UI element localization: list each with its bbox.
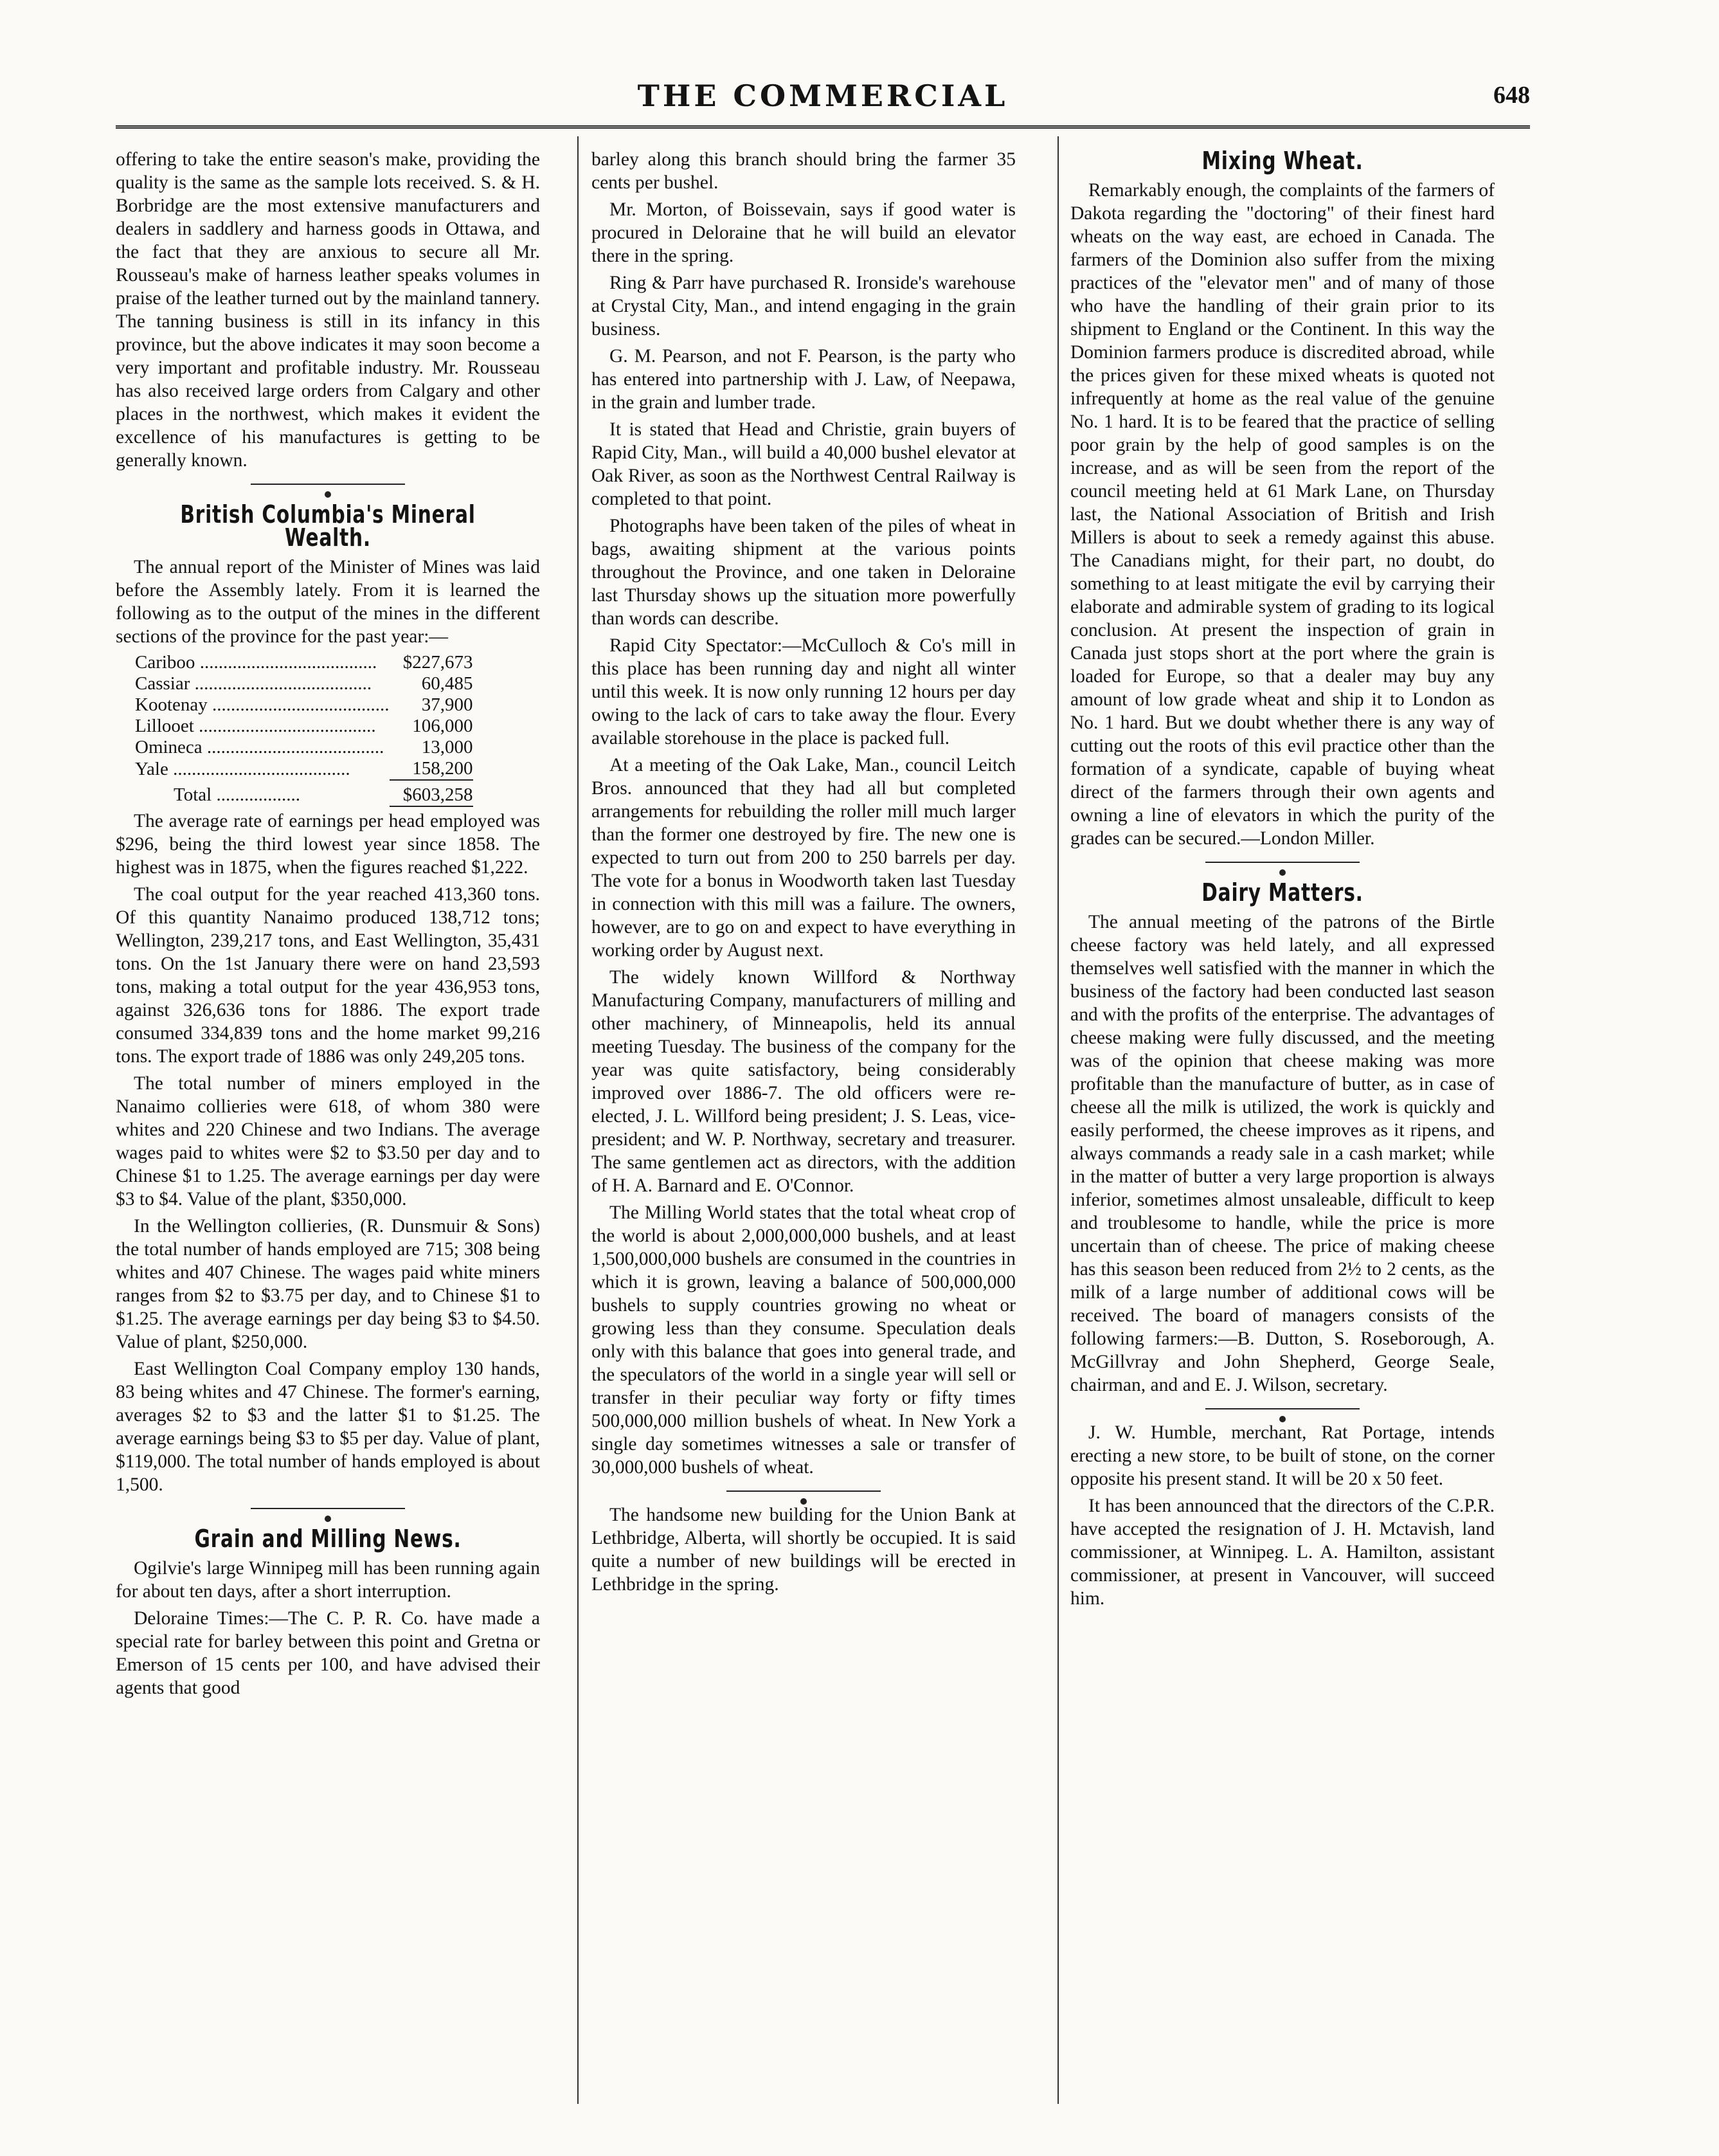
separator-ornament: [116, 1503, 540, 1513]
paragraph: G. M. Pearson, and not F. Pearson, is the party who has entered into partnership with J. Law, of Neepawa, in the grain and lumber trade.: [591, 346, 1016, 413]
mine-value: $227,673: [402, 652, 473, 673]
mine-value: 60,485: [421, 673, 473, 694]
mine-district: Omineca ......................................: [135, 737, 384, 757]
mine-value: 37,900: [421, 694, 473, 715]
paragraph: The coal output for the year reached 413,360 tons. Of this quantity Nanaimo produced 138,712 tons; Wellington, 239,217 tons, and East Wellington, 35,431 tons. On the 1st January there were on hand 23,593 tons, making a total output for the year 436,953 tons, against 326,636 tons for 1886. The export trade consumed 334,839 tons and the home market 99,216 tons. The export trade of 1886 was only 249,205 tons.: [116, 884, 540, 1067]
column-rule-2: [1058, 136, 1059, 2104]
paragraph: At a meeting of the Oak Lake, Man., council Leitch Bros. announced that they had all but completed arrangements for rebuilding the roller mill much larger than the former one destroyed by fire. The new one is expected to turn out from 200 to 250 barrels per day. The vote for a bonus in Woodworth taken last Tuesday in connection with this mill was a failure. The owners, however, are to go on and expect to have everything in working order by August next.: [591, 755, 1016, 961]
mines-total-value: $603,258: [390, 780, 473, 806]
paragraph: In the Wellington collieries, (R. Dunsmuir & Sons) the total number of hands employed are 715; 308 being whites and 407 Chinese. The wages paid white miners ranges from $2 to $3.75 per day, and to Chinese $1 to $1.25. The average earnings per day being $3 to $4.50. Value of plant, $250,000.: [116, 1216, 540, 1352]
paragraph: East Wellington Coal Company employ 130 hands, 83 being whites and 47 Chinese. The former's earning, averages $2 to $3 and the latter $1 to $1.25. The average earnings being $3 to $5 per day. Value of plant, $119,000. The total number of hands employed is about 1,500.: [116, 1359, 540, 1495]
mines-row: [135, 737, 473, 758]
paragraph: Rapid City Spectator:—McCulloch & Co's mill in this place has been running day and night all winter until this week. It is now only running 12 hours per day owing to the lack of cars to take away the flour. Every available storehouse in the place is packed full.: [591, 635, 1016, 748]
mines-row: [135, 758, 473, 780]
column-1: [116, 148, 540, 1703]
paragraph: It has been announced that the directors of the C.P.R. have accepted the resignation of J. H. Mctavish, land commissioner, at Winnipeg. L. A. Hamilton, assistant commissioner, at present in Vancouver, will succeed him.: [1070, 1496, 1495, 1609]
heading-grain-milling-news: Grain and Milling News.: [194, 1525, 462, 1553]
column-2: [591, 148, 1016, 1600]
masthead-rule: [116, 125, 1530, 129]
mine-district: Yale ......................................: [135, 758, 350, 779]
separator-ornament: [591, 1485, 1016, 1496]
masthead-title: THE COMMERCIAL: [637, 78, 1009, 113]
mines-total-row: [135, 780, 473, 806]
column-rule-1: [577, 136, 579, 2104]
mine-value: 158,200: [390, 758, 473, 780]
mines-row: [135, 694, 473, 716]
paragraph: Mr. Morton, of Boissevain, says if good water is procured in Deloraine that he will build an elevator there in the spring.: [591, 199, 1016, 266]
paragraph: J. W. Humble, merchant, Rat Portage, intends erecting a new store, to be built of stone, on the corner opposite his present stand. It will be 20 x 50 feet.: [1070, 1422, 1495, 1489]
mines-total-label: Total ..................: [174, 784, 300, 805]
mines-row: [135, 716, 473, 737]
mine-district: Lillooet ......................................: [135, 716, 376, 736]
separator-ornament: [1070, 856, 1495, 867]
paragraph: The Milling World states that the total wheat crop of the world is about 2,000,000,000 bushels, and at least 1,500,000,000 bushels are consumed in the countries in which it is grown, leaving a balance of 500,000,000 bushels to supply countries growing no wheat or growing less than they consume. Speculation deals only with this balance that goes into general trade, and the speculators of the world in a single year will sell or transfer in their peculiar way forty or fifty times 500,000,000 million bushels of wheat. In New York a single day sometimes witnesses a sale or transfer of 30,000,000 bushels of wheat.: [591, 1202, 1016, 1478]
paragraph: The annual meeting of the patrons of the Birtle cheese factory was held lately, and all expressed themselves well satisfied with the manner in which the business of the factory had been conducted last season and with the profits of the enterprise. The advantages of cheese making were fully discussed, and the meeting was of the opinion that cheese making was more profitable than the manufacture of butter, as in case of cheese all the milk is utilized, the work is quickly and easily performed, the cheese improves as it ripens, and always commands a ready sale in a cash market; while in the matter of butter a very large proportion is always inferior, sometimes almost unsaleable, difficult to keep and troublesome to handle, while the price is more uncertain than of cheese. The price of making cheese has this season been reduced from 2½ to 2 cents, as the milk of a large number of additional cows will be received. The board of managers consists of the following farmers:—B. Dutton, S. Roseborough, A. McGillvray and John Shepherd, George Seale, chairman, and and E. J. Wilson, secretary.: [1070, 912, 1495, 1395]
paragraph: The annual report of the Minister of Mines was laid before the Assembly lately. From it is learned the following as to the output of the mines in the different sections of the province for the past year:—: [116, 557, 540, 647]
paragraph: The average rate of earnings per head employed was $296, being the third lowest year since 1858. The highest was in 1875, when the figures reached $1,222.: [116, 811, 540, 878]
mine-district: Kootenay ......................................: [135, 694, 390, 715]
paragraph: The handsome new building for the Union Bank at Lethbridge, Alberta, will shortly be occupied. It is said quite a number of new buildings will be erected in Lethbridge in the spring.: [591, 1505, 1016, 1595]
mine-district: Cariboo ......................................: [135, 652, 377, 673]
paragraph: barley along this branch should bring the farmer 35 cents per bushel.: [591, 149, 1016, 193]
paragraph: Ring & Parr have purchased R. Ironside's warehouse at Crystal City, Man., and intend engaging in the grain business.: [591, 273, 1016, 340]
paragraph: Photographs have been taken of the piles of wheat in bags, awaiting shipment at the various points throughout the Province, and one taken in Deloraine last Thursday shows up the situation more powerfully than words can describe.: [591, 516, 1016, 629]
mine-value: 13,000: [421, 737, 473, 757]
paragraph: Ogilvie's large Winnipeg mill has been running again for about ten days, after a short interruption.: [116, 1558, 540, 1602]
mines-output-table: [135, 652, 473, 807]
mine-district: Cassiar ......................................: [135, 673, 372, 694]
paragraph: It is stated that Head and Christie, grain buyers of Rapid City, Man., will build a 40,000 bushel elevator at Oak River, as soon as the Northwest Central Railway is completed to that point.: [591, 419, 1016, 509]
paragraph: The total number of miners employed in the Nanaimo collieries were 618, of whom 380 were whites and 220 Chinese and two Indians. The average wages paid to whites were $2 to $3.50 per day and to Chinese $1 to 1.25. The average earnings per day were $3 to $4. Value of the plant, $350,000.: [116, 1073, 540, 1209]
mine-value: 106,000: [412, 716, 473, 736]
heading-mixing-wheat: Mixing Wheat.: [1202, 147, 1364, 175]
paragraph: Remarkably enough, the complaints of the farmers of Dakota regarding the "doctoring" of their finest hard wheats on the way east, are echoed in Canada. The farmers of the Dominion also suffer from the mixing practices of the "elevator men" and of many of those who have the handling of their grain prior to its shipment to England or the Continent. In this way the Dominion farmers produce is discredited abroad, while the prices given for these mixed wheats is quoted not infrequently at home as the real value of the genuine No. 1 hard. It is to be feared that the practice of selling poor grain by the help of good samples is on the increase, and as will be seen from the report of the council meeting held at 61 Mark Lane, on Thursday last, the National Association of British and Irish Millers is about to seek a remedy against this abuse. The Canadians might, for their part, no doubt, do something to at least mitigate the evil by carrying their elaborate and admirable system of grading to its logical conclusion. At present the inspection of grain in Canada just stops short at the port where the grain is loaded for Europe, so that a dealer may buy any amount of low grade wheat and ship it to London as No. 1 hard. But we doubt whether there is any way of cutting out the roots of this evil practice other than the formation of a syndicate, capable of buying wheat direct of the farmers through their own agents and owning a line of elevators in which the purity of the grades can be secured.—London Miller.: [1070, 180, 1495, 849]
mines-row: [135, 652, 473, 673]
paragraph: The widely known Willford & Northway Manufacturing Company, manufacturers of milling and other machinery, of Minneapolis, held its annual meeting Tuesday. The business of the company for the year was quite satisfactory, being considerably improved over 1886-7. The old officers were re-elected, J. L. Willford being president; J. S. Leas, vice-president; and W. P. Northway, secretary and treasurer. The same gentlemen act as directors, with the addition of H. A. Barnard and E. O'Connor.: [591, 967, 1016, 1196]
separator-ornament: [1070, 1403, 1495, 1413]
paragraph: Deloraine Times:—The C. P. R. Co. have made a special rate for barley between this point and Gretna or Emerson of 15 cents per 100, and have advised their agents that good: [116, 1608, 540, 1698]
masthead: [116, 69, 1530, 121]
page-number: 648: [1493, 82, 1530, 109]
heading-bc-mineral-wealth: British Columbia's Mineral Wealth.: [180, 500, 476, 552]
heading-dairy-matters: Dairy Matters.: [1202, 878, 1364, 907]
mines-row: [135, 673, 473, 694]
separator-ornament: [116, 478, 540, 489]
paragraph: offering to take the entire season's make, providing the quality is the same as the sample lots received. S. & H. Borbridge are the most extensive manufacturers and dealers in saddlery and harness goods in Ottawa, and the fact that they are anxious to secure all Mr. Rousseau's make of harness leather speaks volumes in praise of the leather turned out by the mainland tannery. The tanning business is still in its infancy in this province, but the above indicates it may soon become a very important and profitable industry. Mr. Rousseau has also received large orders from Calgary and other places in the northwest, which makes it evident the excellence of his manufactures is getting to be generally known.: [116, 149, 540, 471]
column-3: [1070, 148, 1495, 1614]
